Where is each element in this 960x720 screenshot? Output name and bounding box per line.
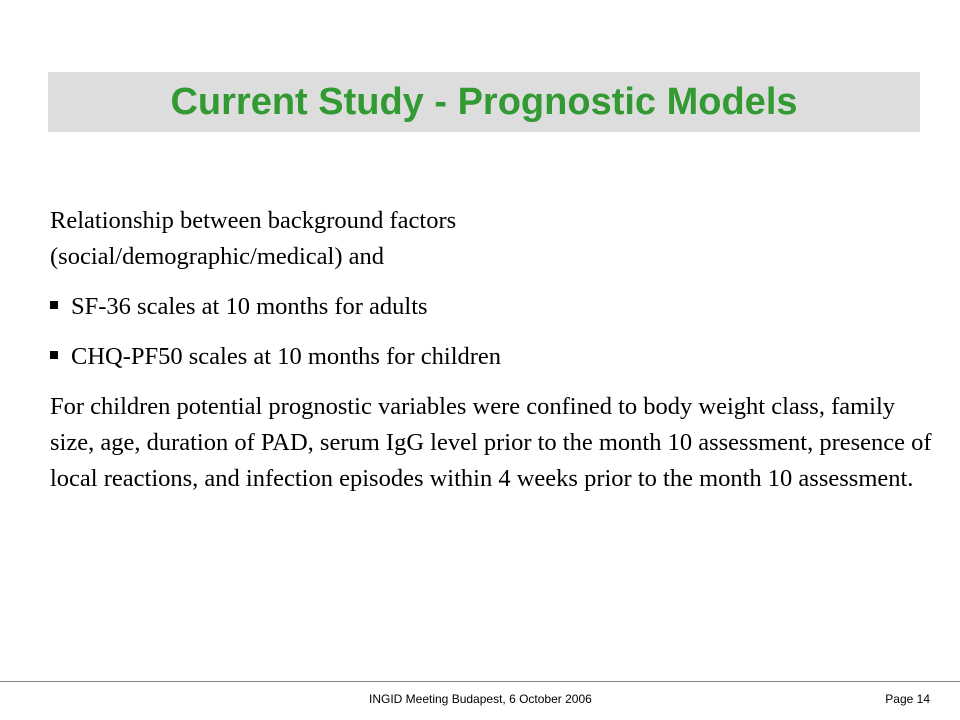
intro-line-2: (social/demographic/medical) and — [50, 243, 385, 270]
slide-title: Current Study - Prognostic Models — [170, 80, 798, 123]
footer-divider — [0, 681, 960, 682]
bullet-item — [50, 289, 945, 325]
body-paragraph: For children potential prognostic variables were confined to body weight class, family size, age, duration of PAD, serum IgG level prior to the month 10 assessment, presence of local reactions, and infection episodes within 4 weeks prior to the month 10 assessment. — [50, 393, 932, 492]
slide-content — [50, 203, 945, 497]
square-bullet-icon — [50, 301, 58, 309]
bullet-item — [50, 339, 945, 375]
square-bullet-icon — [50, 351, 58, 359]
footer-meeting-info: INGID Meeting Budapest, 6 October 2006 — [369, 692, 592, 706]
footer-page-number: Page 14 — [885, 692, 930, 706]
intro-text — [50, 203, 945, 275]
intro-line-1: Relationship between background factors — [50, 207, 457, 234]
bullet-text: CHQ-PF50 scales at 10 months for children — [71, 343, 502, 370]
bullet-text: SF-36 scales at 10 months for adults — [71, 293, 428, 320]
title-bar — [48, 72, 920, 132]
